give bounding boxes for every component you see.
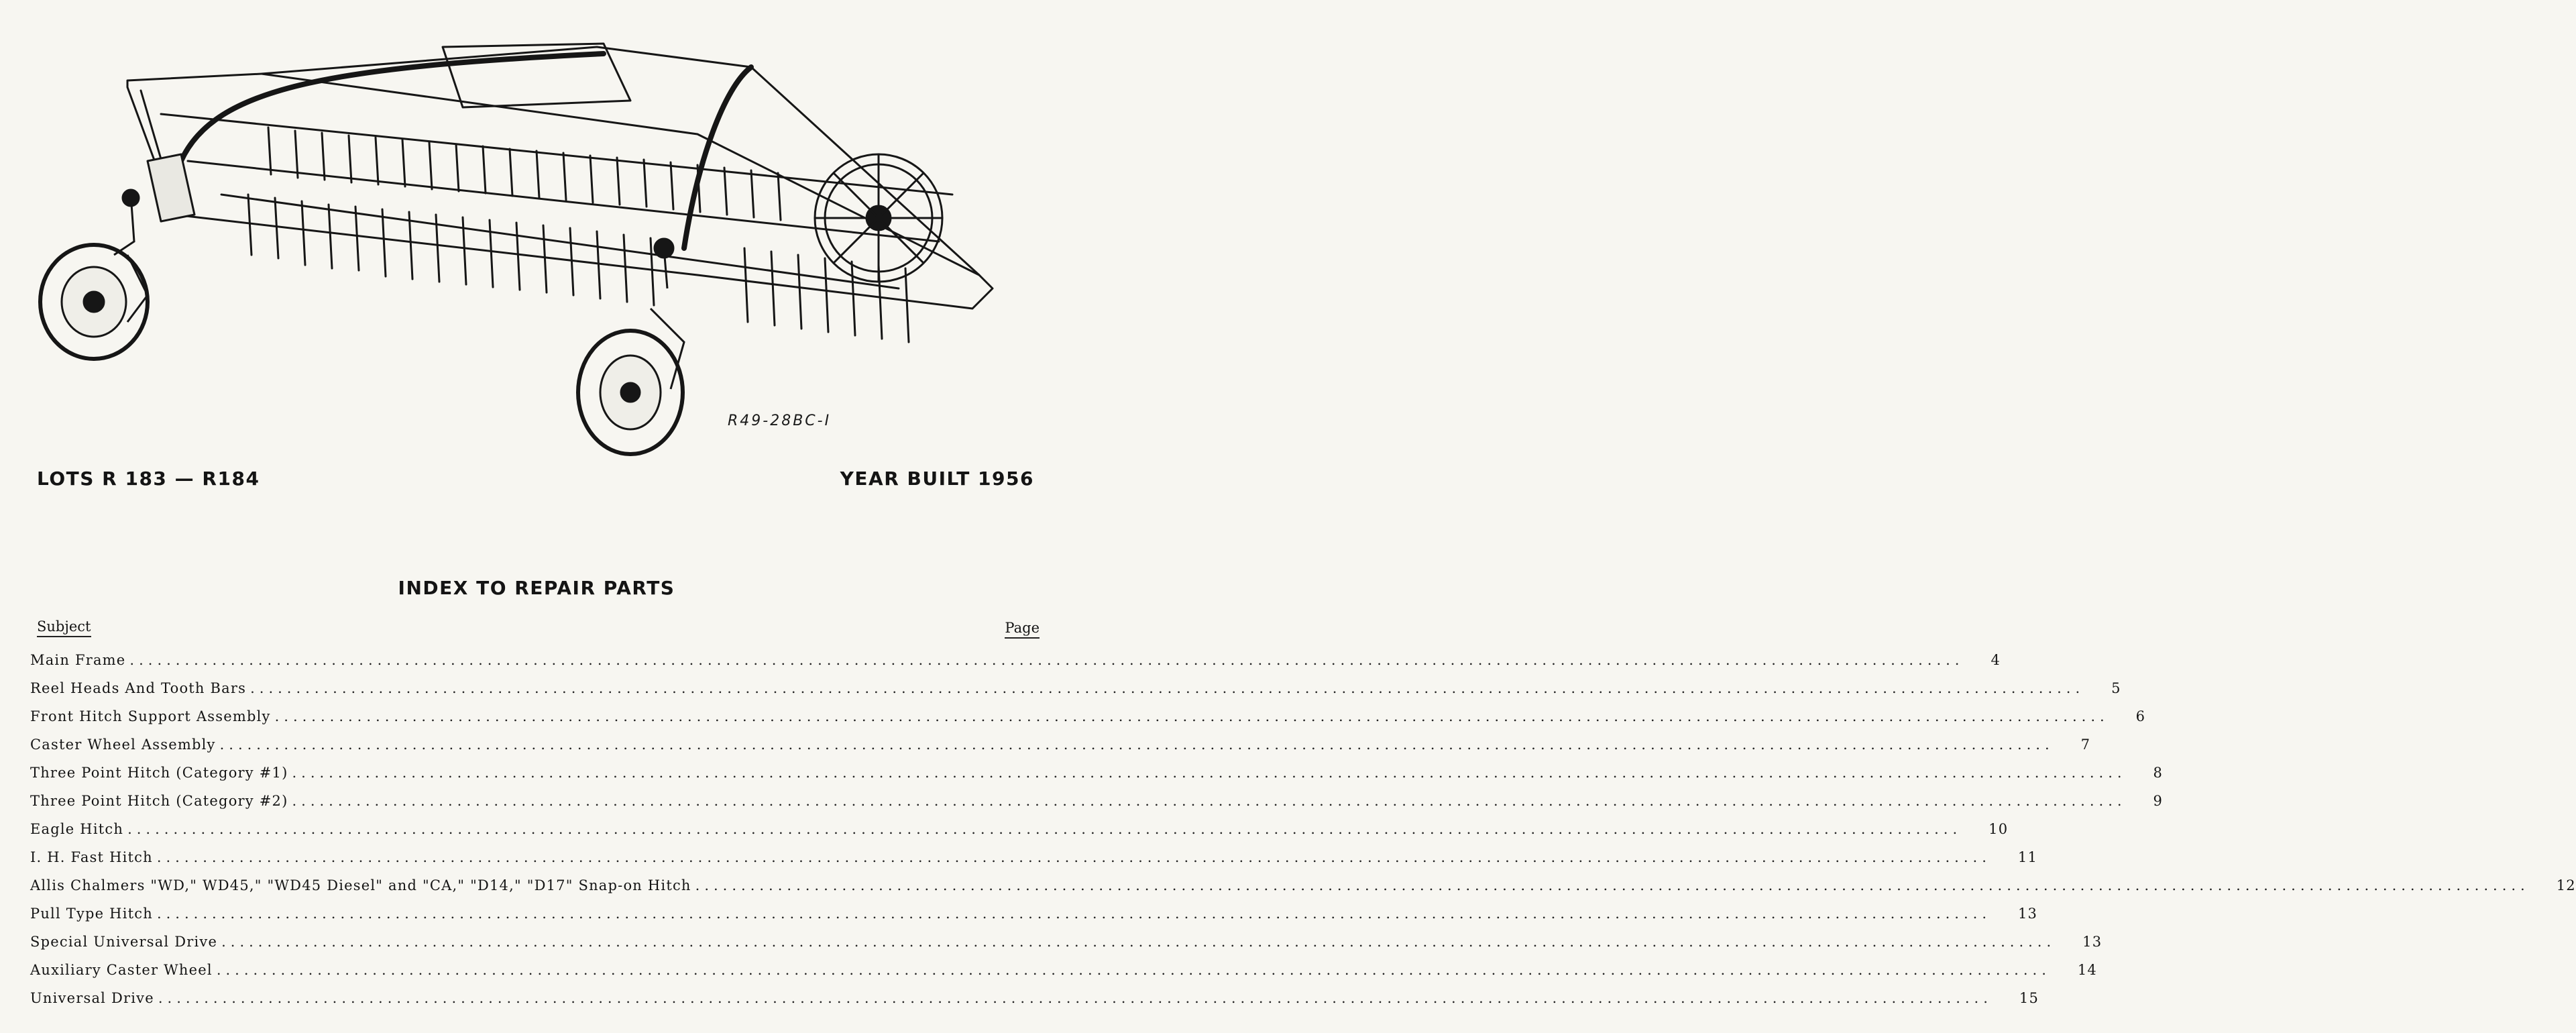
subject-column-header: Subject [37, 618, 91, 637]
index-entry-page: 10 [1989, 821, 2009, 837]
dot-leader: ........................................................................................................................................................................................................ [156, 849, 1991, 865]
index-entry-subject: Main Frame [30, 652, 126, 668]
index-entry-subject: Pull Type Hitch [30, 906, 153, 922]
dot-leader: ........................................................................................................................................................................................................ [216, 962, 2051, 978]
index-entry-subject: Three Point Hitch (Category #1) [30, 765, 288, 781]
index-entry [30, 793, 2164, 821]
index-entry-subject: Reel Heads And Tooth Bars [30, 680, 247, 696]
index-entry-subject: Eagle Hitch [30, 821, 124, 837]
index-entry [30, 708, 2146, 737]
index-entry-page: 15 [2019, 990, 2039, 1006]
index-entry [30, 990, 2039, 1018]
index-title: INDEX TO REPAIR PARTS [398, 577, 675, 599]
index-entry-page: 11 [2017, 849, 2038, 865]
dot-leader: ........................................................................................................................................................................................................ [129, 652, 1964, 668]
figure-code: R49-28BC-I [728, 413, 832, 429]
index-entry-subject: Three Point Hitch (Category #2) [30, 793, 288, 809]
lots-label: LOTS R 183 — R184 [37, 468, 260, 490]
year-built-label: YEAR BUILT 1956 [840, 468, 1034, 490]
dot-leader: ........................................................................................................................................................................................................ [292, 793, 2127, 809]
dot-leader: ........................................................................................................................................................................................................ [158, 990, 1993, 1006]
index-entry [30, 877, 2576, 906]
dot-leader: ........................................................................................................................................................................................................ [127, 821, 1962, 837]
index-entry-page: 13 [2018, 906, 2038, 922]
index-entry [30, 765, 2164, 793]
index-entry [30, 821, 2009, 849]
index-entry-subject: Special Universal Drive [30, 934, 218, 950]
index-entry [30, 906, 2038, 934]
index-entry-page: 6 [2135, 708, 2146, 724]
index-entry-subject: Auxiliary Caster Wheel [30, 962, 213, 978]
index-entry-subject: Caster Wheel Assembly [30, 737, 216, 753]
index-entry-page: 7 [2080, 737, 2091, 753]
dot-leader: ........................................................................................................................................................................................................ [274, 708, 2109, 724]
dot-leader: ........................................................................................................................................................................................................ [156, 906, 1991, 922]
dot-leader: ........................................................................................................................................................................................................ [250, 680, 2085, 696]
dot-leader: ........................................................................................................................................................................................................ [221, 934, 2056, 950]
index-entry-subject: Allis Chalmers "WD," WD45," "WD45 Diesel" and "CA," "D14," "D17" Snap-on Hitch [30, 877, 691, 893]
dot-leader: ........................................................................................................................................................................................................ [292, 765, 2127, 781]
index-entry [30, 680, 2121, 708]
index-entry-page: 14 [2077, 962, 2097, 978]
index-entry-page: 8 [2153, 765, 2164, 781]
index-entry-page: 12 [2556, 877, 2576, 893]
index-entry-subject: Front Hitch Support Assembly [30, 708, 271, 724]
index-entry [30, 652, 2001, 680]
index-entry-page: 13 [2082, 934, 2103, 950]
index-entry-subject: Universal Drive [30, 990, 154, 1006]
page-column-header: Page [1005, 620, 1040, 639]
index-entry-page: 9 [2153, 793, 2164, 809]
index-entry-subject: I. H. Fast Hitch [30, 849, 153, 865]
index-entry-page: 5 [2111, 680, 2121, 696]
index-entry-page: 4 [1991, 652, 2001, 668]
index-entry [30, 962, 2097, 990]
index-list [30, 652, 2576, 1018]
dot-leader: ........................................................................................................................................................................................................ [219, 737, 2054, 753]
index-entry [30, 737, 2091, 765]
side-delivery-rake-illustration [27, 27, 1033, 463]
dot-leader: ........................................................................................................................................................................................................ [695, 877, 2530, 893]
index-entry [30, 934, 2103, 962]
index-entry [30, 849, 2038, 877]
